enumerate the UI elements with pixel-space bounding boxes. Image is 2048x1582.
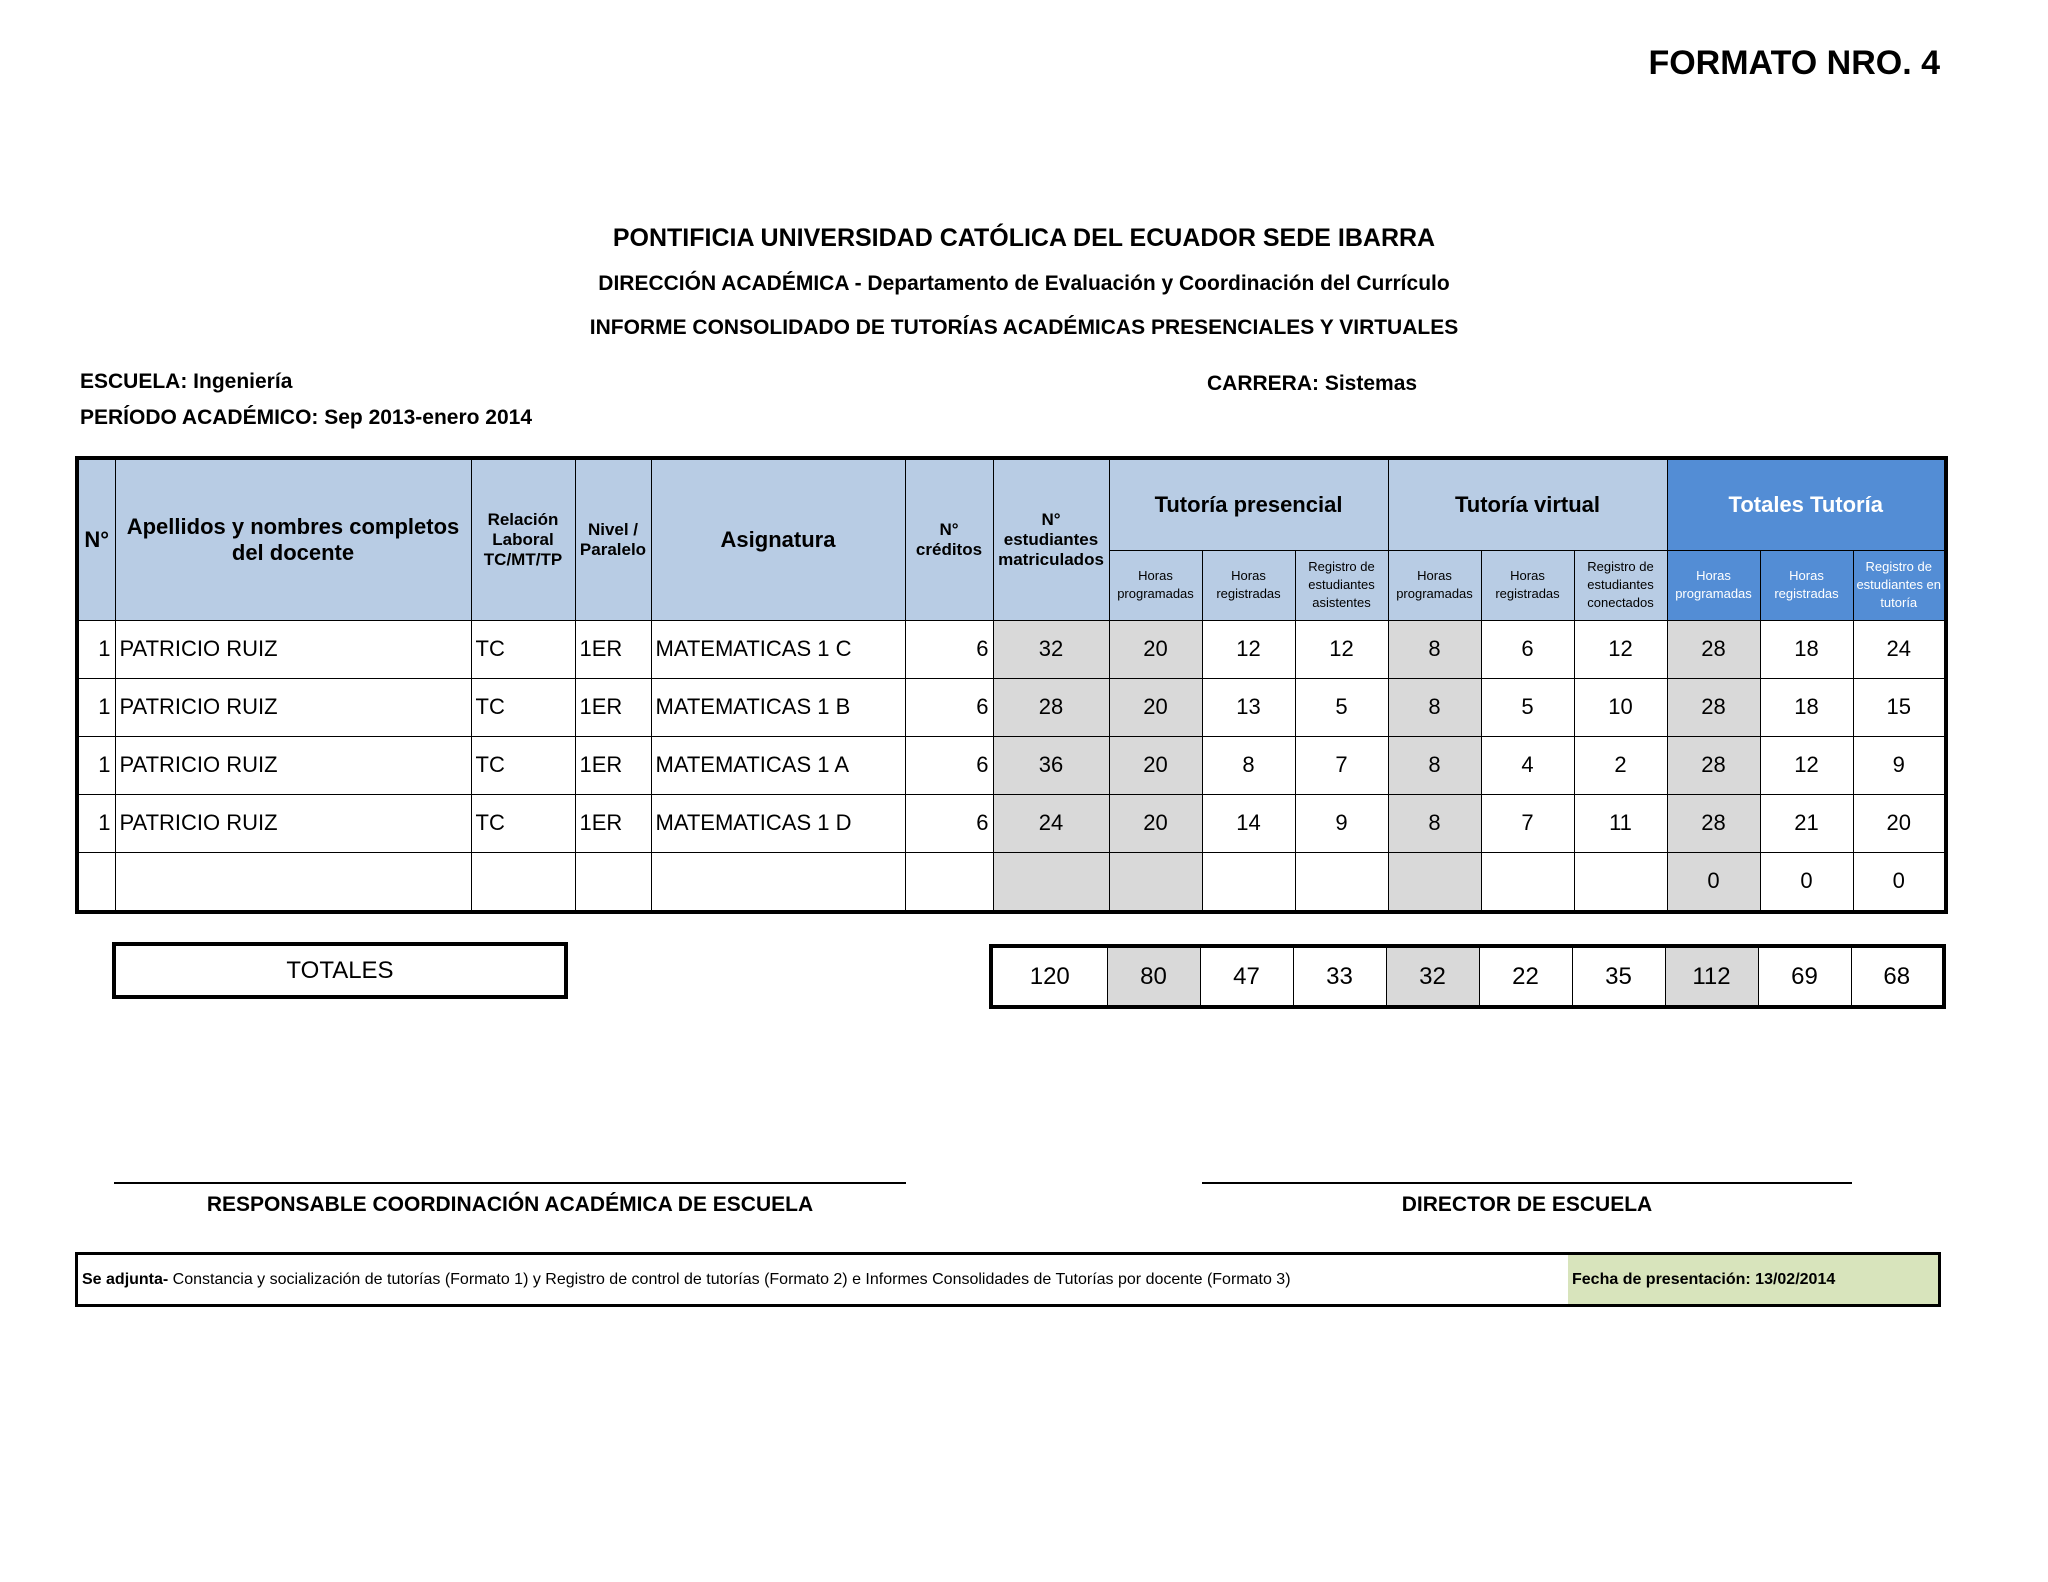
cell-asignatura: MATEMATICAS 1 D xyxy=(651,794,905,852)
cell-n: 1 xyxy=(77,678,115,736)
cell-pres-horas-reg: 12 xyxy=(1202,620,1295,678)
carrera-label: CARRERA: Sistemas xyxy=(1207,372,1418,395)
cell-pres-registro: 5 xyxy=(1295,678,1388,736)
subheader-horas-registradas: Horas registradas xyxy=(1760,550,1853,620)
cell-relacion: TC xyxy=(471,620,575,678)
table-row xyxy=(77,736,1946,794)
footer-box xyxy=(75,1252,1941,1307)
cell-virt-horas-reg: 5 xyxy=(1481,678,1574,736)
cell-virt-horas-reg: 7 xyxy=(1481,794,1574,852)
cell-docente: PATRICIO RUIZ xyxy=(115,794,471,852)
cell-virt-horas-reg: 4 xyxy=(1481,736,1574,794)
cell-virt-registro xyxy=(1574,852,1667,912)
signature-label-director: DIRECTOR DE ESCUELA xyxy=(1401,1193,1653,1216)
cell-virt-horas-prog: 8 xyxy=(1388,794,1481,852)
cell-estudiantes: 24 xyxy=(993,794,1109,852)
cell-relacion: TC xyxy=(471,794,575,852)
cell-asignatura: MATEMATICAS 1 A xyxy=(651,736,905,794)
cell-virt-registro: 12 xyxy=(1574,620,1667,678)
cell-n xyxy=(77,852,115,912)
cell-asignatura xyxy=(651,852,905,912)
cell-pres-registro: 7 xyxy=(1295,736,1388,794)
cell-pres-horas-reg: 13 xyxy=(1202,678,1295,736)
cell-tot-horas-reg: 12 xyxy=(1760,736,1853,794)
cell-tot-horas-reg: 18 xyxy=(1760,678,1853,736)
cell-docente: PATRICIO RUIZ xyxy=(115,620,471,678)
subheader-registro-tutoria: Registro de estudiantes en tutoría xyxy=(1853,550,1946,620)
col-header-relacion: Relación Laboral TC/MT/TP xyxy=(471,458,575,620)
col-header-docente: Apellidos y nombres completos del docente xyxy=(115,458,471,620)
cell-pres-horas-prog: 20 xyxy=(1109,736,1202,794)
cell-tot-horas-prog: 28 xyxy=(1667,620,1760,678)
cell-n: 1 xyxy=(77,620,115,678)
cell-tot-horas-prog: 0 xyxy=(1667,852,1760,912)
subheader-horas-registradas: Horas registradas xyxy=(1481,550,1574,620)
col-header-creditos: N° créditos xyxy=(905,458,993,620)
cell-pres-horas-prog: 20 xyxy=(1109,620,1202,678)
cell-estudiantes: 36 xyxy=(993,736,1109,794)
adjunta-text: Constancia y socialización de tutorías (Formato 1) y Registro de control de tutorías (Formato 2) e Informes Consolidades de Tutorías por docente (Formato 3) xyxy=(168,1271,1291,1288)
cell-pres-registro: 12 xyxy=(1295,620,1388,678)
report-title: INFORME CONSOLIDADO DE TUTORÍAS ACADÉMICAS PRESENCIALES Y VIRTUALES xyxy=(589,316,1459,339)
university-title: PONTIFICIA UNIVERSIDAD CATÓLICA DEL ECUADOR SEDE IBARRA xyxy=(612,224,1436,252)
table-row xyxy=(77,678,1946,736)
cell-pres-horas-prog: 20 xyxy=(1109,678,1202,736)
cell-virt-horas-prog: 8 xyxy=(1388,678,1481,736)
subheader-horas-registradas: Horas registradas xyxy=(1202,550,1295,620)
total-pres-horas-prog: 80 xyxy=(1107,946,1200,1007)
cell-tot-horas-prog: 28 xyxy=(1667,736,1760,794)
cell-pres-registro xyxy=(1295,852,1388,912)
group-header-presencial: Tutoría presencial xyxy=(1109,458,1388,550)
cell-estudiantes: 32 xyxy=(993,620,1109,678)
cell-virt-horas-prog: 8 xyxy=(1388,736,1481,794)
cell-pres-horas-reg xyxy=(1202,852,1295,912)
cell-nivel: 1ER xyxy=(575,678,651,736)
cell-creditos: 6 xyxy=(905,794,993,852)
col-header-asignatura: Asignatura xyxy=(651,458,905,620)
subheader-horas-programadas: Horas programadas xyxy=(1388,550,1481,620)
cell-nivel: 1ER xyxy=(575,794,651,852)
adjunta-note xyxy=(82,1255,1291,1304)
cell-tot-registro: 0 xyxy=(1853,852,1946,912)
cell-relacion: TC xyxy=(471,678,575,736)
direction-subtitle: DIRECCIÓN ACADÉMICA - Departamento de Evaluación y Coordinación del Currículo xyxy=(598,272,1450,295)
table-row xyxy=(77,794,1946,852)
signature-line-left xyxy=(114,1182,906,1184)
cell-virt-horas-reg xyxy=(1481,852,1574,912)
cell-creditos xyxy=(905,852,993,912)
cell-tot-registro: 24 xyxy=(1853,620,1946,678)
cell-tot-registro: 9 xyxy=(1853,736,1946,794)
cell-pres-horas-reg: 8 xyxy=(1202,736,1295,794)
cell-asignatura: MATEMATICAS 1 B xyxy=(651,678,905,736)
subheader-registro-asistentes: Registro de estudiantes asistentes xyxy=(1295,550,1388,620)
adjunta-label: Se adjunta- xyxy=(82,1271,169,1288)
col-header-n: N° xyxy=(77,458,115,620)
cell-pres-horas-prog xyxy=(1109,852,1202,912)
cell-virt-registro: 2 xyxy=(1574,736,1667,794)
total-virt-horas-prog: 32 xyxy=(1386,946,1479,1007)
group-header-virtual: Tutoría virtual xyxy=(1388,458,1667,550)
cell-tot-horas-reg: 18 xyxy=(1760,620,1853,678)
cell-virt-horas-prog: 8 xyxy=(1388,620,1481,678)
table-row xyxy=(77,852,1946,912)
fecha-presentacion: Fecha de presentación: 13/02/2014 xyxy=(1568,1255,1938,1304)
total-virt-registro: 35 xyxy=(1572,946,1665,1007)
totales-table xyxy=(989,944,1946,1009)
cell-tot-horas-prog: 28 xyxy=(1667,678,1760,736)
cell-tot-horas-reg: 21 xyxy=(1760,794,1853,852)
cell-relacion: TC xyxy=(471,736,575,794)
periodo-label: PERÍODO ACADÉMICO: Sep 2013-enero 2014 xyxy=(80,406,533,429)
total-estudiantes: 120 xyxy=(991,946,1107,1007)
cell-nivel: 1ER xyxy=(575,620,651,678)
cell-docente xyxy=(115,852,471,912)
cell-estudiantes: 28 xyxy=(993,678,1109,736)
total-pres-registro: 33 xyxy=(1293,946,1386,1007)
cell-docente: PATRICIO RUIZ xyxy=(115,736,471,794)
subheader-registro-conectados: Registro de estudiantes conectados xyxy=(1574,550,1667,620)
total-virt-horas-reg: 22 xyxy=(1479,946,1572,1007)
cell-n: 1 xyxy=(77,794,115,852)
cell-tot-registro: 20 xyxy=(1853,794,1946,852)
cell-creditos: 6 xyxy=(905,620,993,678)
cell-virt-registro: 10 xyxy=(1574,678,1667,736)
total-pres-horas-reg: 47 xyxy=(1200,946,1293,1007)
cell-virt-horas-prog xyxy=(1388,852,1481,912)
cell-docente: PATRICIO RUIZ xyxy=(115,678,471,736)
col-header-estudiantes: N° estudiantes matriculados xyxy=(993,458,1109,620)
signature-line-right xyxy=(1202,1182,1852,1184)
tutorias-table xyxy=(75,456,1948,914)
cell-virt-horas-reg: 6 xyxy=(1481,620,1574,678)
cell-creditos: 6 xyxy=(905,736,993,794)
total-tot-registro: 68 xyxy=(1851,946,1944,1007)
cell-virt-registro: 11 xyxy=(1574,794,1667,852)
subheader-horas-programadas: Horas programadas xyxy=(1109,550,1202,620)
totales-label: TOTALES xyxy=(112,942,568,999)
cell-tot-horas-reg: 0 xyxy=(1760,852,1853,912)
cell-relacion xyxy=(471,852,575,912)
cell-pres-horas-reg: 14 xyxy=(1202,794,1295,852)
cell-tot-registro: 15 xyxy=(1853,678,1946,736)
cell-creditos: 6 xyxy=(905,678,993,736)
total-tot-horas-reg: 69 xyxy=(1758,946,1851,1007)
cell-pres-horas-prog: 20 xyxy=(1109,794,1202,852)
cell-n: 1 xyxy=(77,736,115,794)
cell-tot-horas-prog: 28 xyxy=(1667,794,1760,852)
cell-nivel: 1ER xyxy=(575,736,651,794)
format-number: FORMATO NRO. 4 xyxy=(1648,44,1940,82)
signature-label-coordinacion: RESPONSABLE COORDINACIÓN ACADÉMICA DE ESCUELA xyxy=(206,1193,814,1216)
group-header-totales: Totales Tutoría xyxy=(1667,458,1946,550)
col-header-nivel: Nivel / Paralelo xyxy=(575,458,651,620)
total-tot-horas-prog: 112 xyxy=(1665,946,1758,1007)
cell-estudiantes xyxy=(993,852,1109,912)
table-row xyxy=(77,620,1946,678)
cell-asignatura: MATEMATICAS 1 C xyxy=(651,620,905,678)
subheader-horas-programadas: Horas programadas xyxy=(1667,550,1760,620)
cell-nivel xyxy=(575,852,651,912)
cell-pres-registro: 9 xyxy=(1295,794,1388,852)
escuela-label: ESCUELA: Ingeniería xyxy=(80,370,293,393)
